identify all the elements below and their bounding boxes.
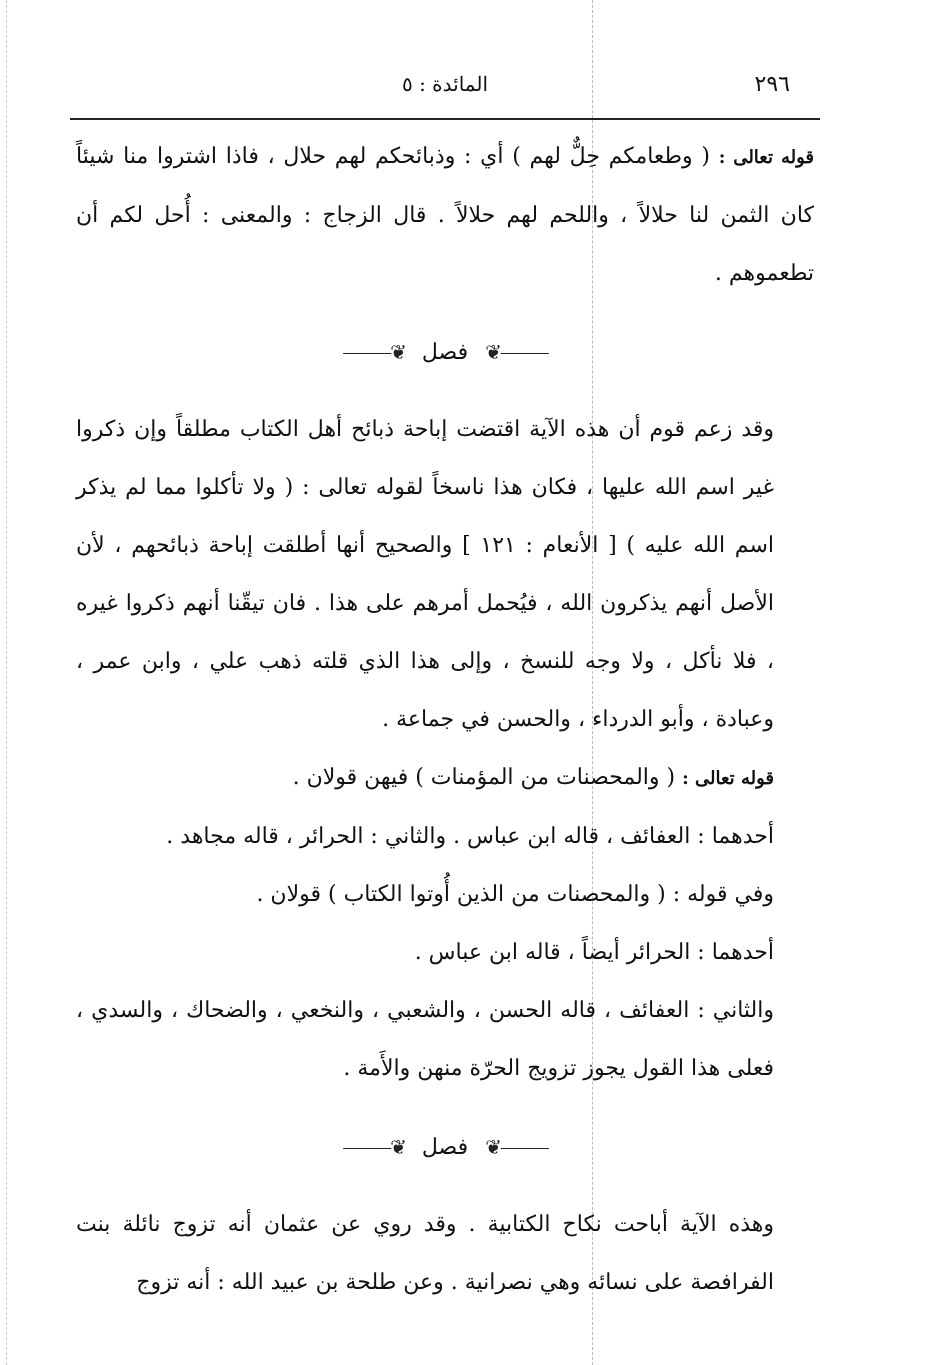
paragraph-line: بنت الفرافصة على نسائه وهي نصرانية . وعن طلحة بن عبيد الله : أنه تزوج bbox=[76, 1212, 774, 1295]
paragraph-line: منا شيئاً كان الثمن لنا حلالاً ، واللحم لهم حلالاً . قال الزجاج : والمعنى : أُحل bbox=[76, 144, 815, 228]
paragraph-3 bbox=[76, 749, 814, 808]
paragraph-line: والحسن في جماعة . bbox=[382, 707, 571, 732]
paragraph-line: يذكرون الله ، فيُحمل أمرهم على هذا . فان تيقّنا أنهم ذكروا غيره ، فلا نأكل ، bbox=[76, 591, 774, 674]
paragraph-5: وفي قوله : ( والمحصنات من الذين أُوتوا الكتاب ) قولان . bbox=[256, 882, 774, 907]
paragraph-4: أحدهما : العفائف ، قاله ابن عباس . والثاني : الحرائر ، قاله مجاهد . bbox=[166, 824, 774, 849]
paragraph-6: أحدهما : الحرائر أيضاً ، قاله ابن عباس . bbox=[414, 940, 774, 965]
section-heading-label: فصل bbox=[421, 1135, 469, 1160]
paragraph-line: وقد زعم قوم أن هذه الآية اقتضت إباحة ذبائح أهل الكتاب مطلقاً وإن bbox=[134, 417, 775, 442]
paragraph-line: لكم أن تطعموهم . bbox=[76, 203, 814, 286]
ornament-left-icon: ❦⸻ bbox=[342, 340, 405, 364]
page-number: ٢٩٦ bbox=[754, 72, 790, 97]
paragraph-line: وهذه الآية أباحت نكاح الكتابية . وقد روي عن عثمان أنه تزوج نائلة bbox=[122, 1212, 774, 1237]
paragraph-lead: قوله تعالى : bbox=[682, 768, 774, 789]
section-heading bbox=[76, 1098, 814, 1196]
paragraph-2 bbox=[76, 401, 814, 749]
header-rule bbox=[70, 118, 820, 120]
page-body bbox=[76, 128, 814, 1312]
paragraph-line: والثاني : العفائف ، قاله الحسن ، والشعبي ، والنخعي ، والضحاك ، والسدي ، bbox=[76, 998, 774, 1023]
scan-edge-line bbox=[6, 0, 7, 1365]
paragraph-7 bbox=[76, 982, 814, 1098]
ornament-right-icon: ⸻❦ bbox=[485, 340, 548, 364]
paragraph-line: فعلى هذا القول يجوز تزويج الحرّة منهن والأَمة . bbox=[343, 1056, 774, 1081]
section-heading-label: فصل bbox=[421, 340, 469, 365]
ornament-left-icon: ❦⸻ bbox=[342, 1135, 405, 1159]
paragraph-lead: قوله تعالى : bbox=[718, 147, 814, 168]
paragraph-line: ( وطعامكم حِلٌّ لهم ) أي : وذبائحكم لهم حلال ، فاذا اشتروا bbox=[156, 144, 710, 169]
page-header bbox=[70, 68, 820, 112]
paragraph-text: ( والمحصنات من المؤمنات ) فيهن قولان . bbox=[292, 765, 676, 790]
paragraph-line: اسم الله عليه ) [ الأنعام : ١٢١ ] والصحيح أنها أطلقت إباحة ذبائحهم ، لأن الأصل أنهم bbox=[76, 533, 775, 616]
paragraph-line: ذكروا غير اسم الله عليها ، فكان هذا ناسخاً لقوله تعالى : ( ولا تأكلوا مما لم يذكر bbox=[76, 417, 774, 500]
section-heading bbox=[76, 303, 814, 401]
running-head: المائدة : ٥ bbox=[401, 72, 489, 96]
paragraph-8 bbox=[76, 1196, 814, 1312]
paragraph-1 bbox=[76, 128, 814, 303]
paragraph-line: ولا وجه للنسخ ، وإلى هذا الذي قلته ذهب علي ، وابن عمر ، وعبادة ، وأبو الدرداء ، bbox=[76, 649, 774, 732]
ornament-right-icon: ⸻❦ bbox=[485, 1135, 548, 1159]
